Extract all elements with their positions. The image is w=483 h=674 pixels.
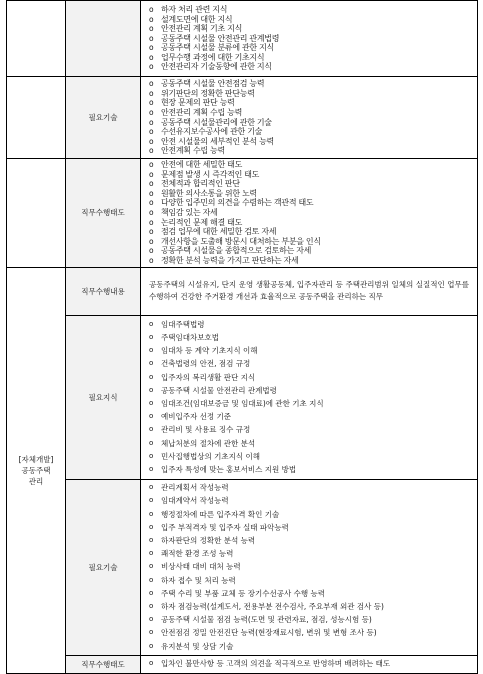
skill-list-item: o 행정절차에 따른 입주자격 확인 기술	[147, 508, 471, 521]
section2-category-cell	[7, 267, 66, 673]
label-cell-empty-top	[66, 1, 141, 77]
section1-attitude-list	[147, 160, 471, 266]
knowledge-list-item: o 민사집행법상의 기초지식 이해	[147, 450, 471, 463]
skill-list-item: o 하자판단의 정확한 분석 능력	[147, 534, 471, 547]
skill-list-item: o 안전관리 계획 수립 능력	[147, 108, 471, 118]
skill-list-item: o 유지분석 및 상담 기술	[147, 640, 471, 653]
skill-list-item: o 하자 점검능력(설계도서, 전용부분 전수검사, 주요부재 외관 검사 등)	[147, 600, 471, 613]
section1-skills-list	[147, 79, 471, 156]
category-cell-empty-top	[7, 1, 66, 77]
knowledge-list-item: o 공동주택 시설물 안전관리 관계법령	[147, 384, 471, 397]
skill-list-item: o 입주 부적격자 및 입주자 실태 파악능력	[147, 521, 471, 534]
section1-attitude-row	[7, 159, 478, 268]
skill-list-item: o 위기판단의 정확한 판단능력	[147, 89, 471, 99]
knowledge-list-item: o 체납처분의 절차에 관한 분석	[147, 437, 471, 450]
knowledge-continuation-cell	[141, 1, 478, 77]
skill-list-item: o 수선유지보수공사에 관한 기술	[147, 127, 471, 137]
section2-knowledge-row	[7, 315, 478, 479]
attitude-list-item: o 공동주택 시설물을 종합적으로 검토하는 자세	[147, 246, 471, 256]
skill-list-item: o 하자 접수 및 처리 능력	[147, 574, 471, 587]
knowledge-list-item: o 입주자 특성에 맞는 홍보서비스 지원 방법	[147, 463, 471, 476]
section2-knowledge-list	[147, 318, 471, 476]
knowledge-list-item: o 임대조건(임대보증금 및 임대료)에 관한 기초 지식	[147, 397, 471, 410]
knowledge-list-item: o 주택임대차보호법	[147, 331, 471, 344]
section2-duty-row	[7, 267, 478, 315]
attitude-list-item: o 정확한 분석 능력을 가지고 판단하는 자세	[147, 256, 471, 266]
attitude-list-item: o 개선사항을 도출해 방문시 대처하는 부분을 인식	[147, 237, 471, 247]
attitude-list-item: o 문제점 발생 시 즉각적인 태도	[147, 170, 471, 180]
knowledge-list-item: o 건축법령의 안전, 점검 규정	[147, 357, 471, 370]
knowledge-list-item: o 임대주택법령	[147, 318, 471, 331]
category-cell-empty-2	[7, 159, 66, 268]
section2-knowledge-cell	[141, 315, 478, 479]
section2-duty-label: 직무수행내용	[66, 267, 141, 315]
knowledge-list-item: o 공동주택 시설물 분류에 관한 지식	[147, 43, 471, 53]
skill-list-item: o 주택 수리 및 부품 교체 등 장기수선공사 수행 능력	[147, 587, 471, 600]
section2-skills-cell	[141, 479, 478, 655]
knowledge-continuation-row	[7, 1, 478, 77]
section2-attitude-list	[147, 657, 471, 670]
section1-skills-label: 필요기술	[66, 77, 141, 159]
attitude-list-item: o 논리적인 문제 해결 태도	[147, 218, 471, 228]
knowledge-list-item: o 관리비 및 사용료 징수 규정	[147, 423, 471, 436]
knowledge-list-item: o 공동주택 시설물 안전관리 관계법령	[147, 34, 471, 44]
knowledge-list-item: o 하자 처리 관련 지식	[147, 5, 471, 15]
knowledge-list-item: o 안전관리 계획 기초 지식	[147, 24, 471, 34]
skill-list-item: o 쾌적한 환경 조성 능력	[147, 547, 471, 560]
knowledge-list-item: o 업무수행 과정에 대한 기초지식	[147, 53, 471, 63]
section2-attitude-row	[7, 655, 478, 673]
section2-skills-row	[7, 479, 478, 655]
section2-duty-text: 공동주택의 시설유지, 단지 운영 생활공동체, 입주자관리 등 주택관리범위 일체의 실질적인 업무를 수행하여 건강한 주거환경 개선과 효율적으로 공동주택을 관리하는 직무	[149, 279, 469, 302]
skill-list-item: o 안전계획 수립 능력	[147, 146, 471, 156]
top-knowledge-list	[147, 5, 471, 72]
skill-list-item: o 관리계획서 작성능력	[147, 481, 471, 494]
skill-list-item: o 현장 문제의 판단 능력	[147, 98, 471, 108]
attitude-list-item: o 안전에 대한 세밀한 태도	[147, 160, 471, 170]
skill-list-item: o 비상사태 대비 대처 능력	[147, 560, 471, 573]
attitude-list-item: o 책임감 있는 자세	[147, 208, 471, 218]
section2-skills-label: 필요기술	[66, 479, 141, 655]
competency-table	[6, 0, 478, 674]
skill-list-item: o 공동주택 시설물 안전점검 능력	[147, 79, 471, 89]
section2-attitude-cell	[141, 655, 478, 673]
section2-knowledge-label: 필요지식	[66, 315, 141, 479]
skill-list-item: o 공동주택 시설물관리에 관한 기술	[147, 118, 471, 128]
knowledge-list-item: o 임대차 등 계약 기초지식 이해	[147, 344, 471, 357]
knowledge-list-item: o 입주자의 복리생활 판단 지식	[147, 371, 471, 384]
attitude-list-item: o 원활한 의사소통을 위한 노력	[147, 189, 471, 199]
knowledge-list-item: o 설계도면에 대한 지식	[147, 15, 471, 25]
attitude-list-item: o 다양한 입주민의 의견을 수렴하는 객관적 태도	[147, 198, 471, 208]
skill-list-item: o 안전 시설물의 세부적인 분석 능력	[147, 137, 471, 147]
skill-list-item: o 임대계약서 작성능력	[147, 494, 471, 507]
competency-table-frame	[6, 0, 478, 669]
knowledge-list-item: o 예비입주자 선정 기준	[147, 410, 471, 423]
attitude-list-item: o 전체적과 합리적인 판단	[147, 179, 471, 189]
section1-skills-cell	[141, 77, 478, 159]
section2-attitude-label: 직무수행태도	[66, 655, 141, 673]
attitude-list-item: o 입차인 불만사항 등 고객의 의견을 적극적으로 반영하며 배려하는 태도	[147, 657, 471, 670]
skill-list-item: o 안전점검 정밀 안전진단 능력(현장재료시험, 변위 및 변형 조사 등)	[147, 626, 471, 639]
section1-attitude-cell	[141, 159, 478, 268]
attitude-list-item: o 점검 업무에 대한 세밀한 검토 자세	[147, 227, 471, 237]
section1-attitude-label: 직무수행태도	[66, 159, 141, 268]
section1-skills-row	[7, 77, 478, 159]
section2-skills-list	[147, 481, 471, 653]
section2-category-label: [자체개발] 공동주택 관리	[18, 454, 54, 486]
knowledge-list-item: o 안전관리자 기술동향에 관한 지식	[147, 62, 471, 72]
category-cell-empty-1	[7, 77, 66, 159]
section2-duty-cell	[141, 267, 478, 315]
skill-list-item: o 공동주택 시설물 점검 능력(도면 및 관련자료, 점검, 성능시험 등)	[147, 613, 471, 626]
